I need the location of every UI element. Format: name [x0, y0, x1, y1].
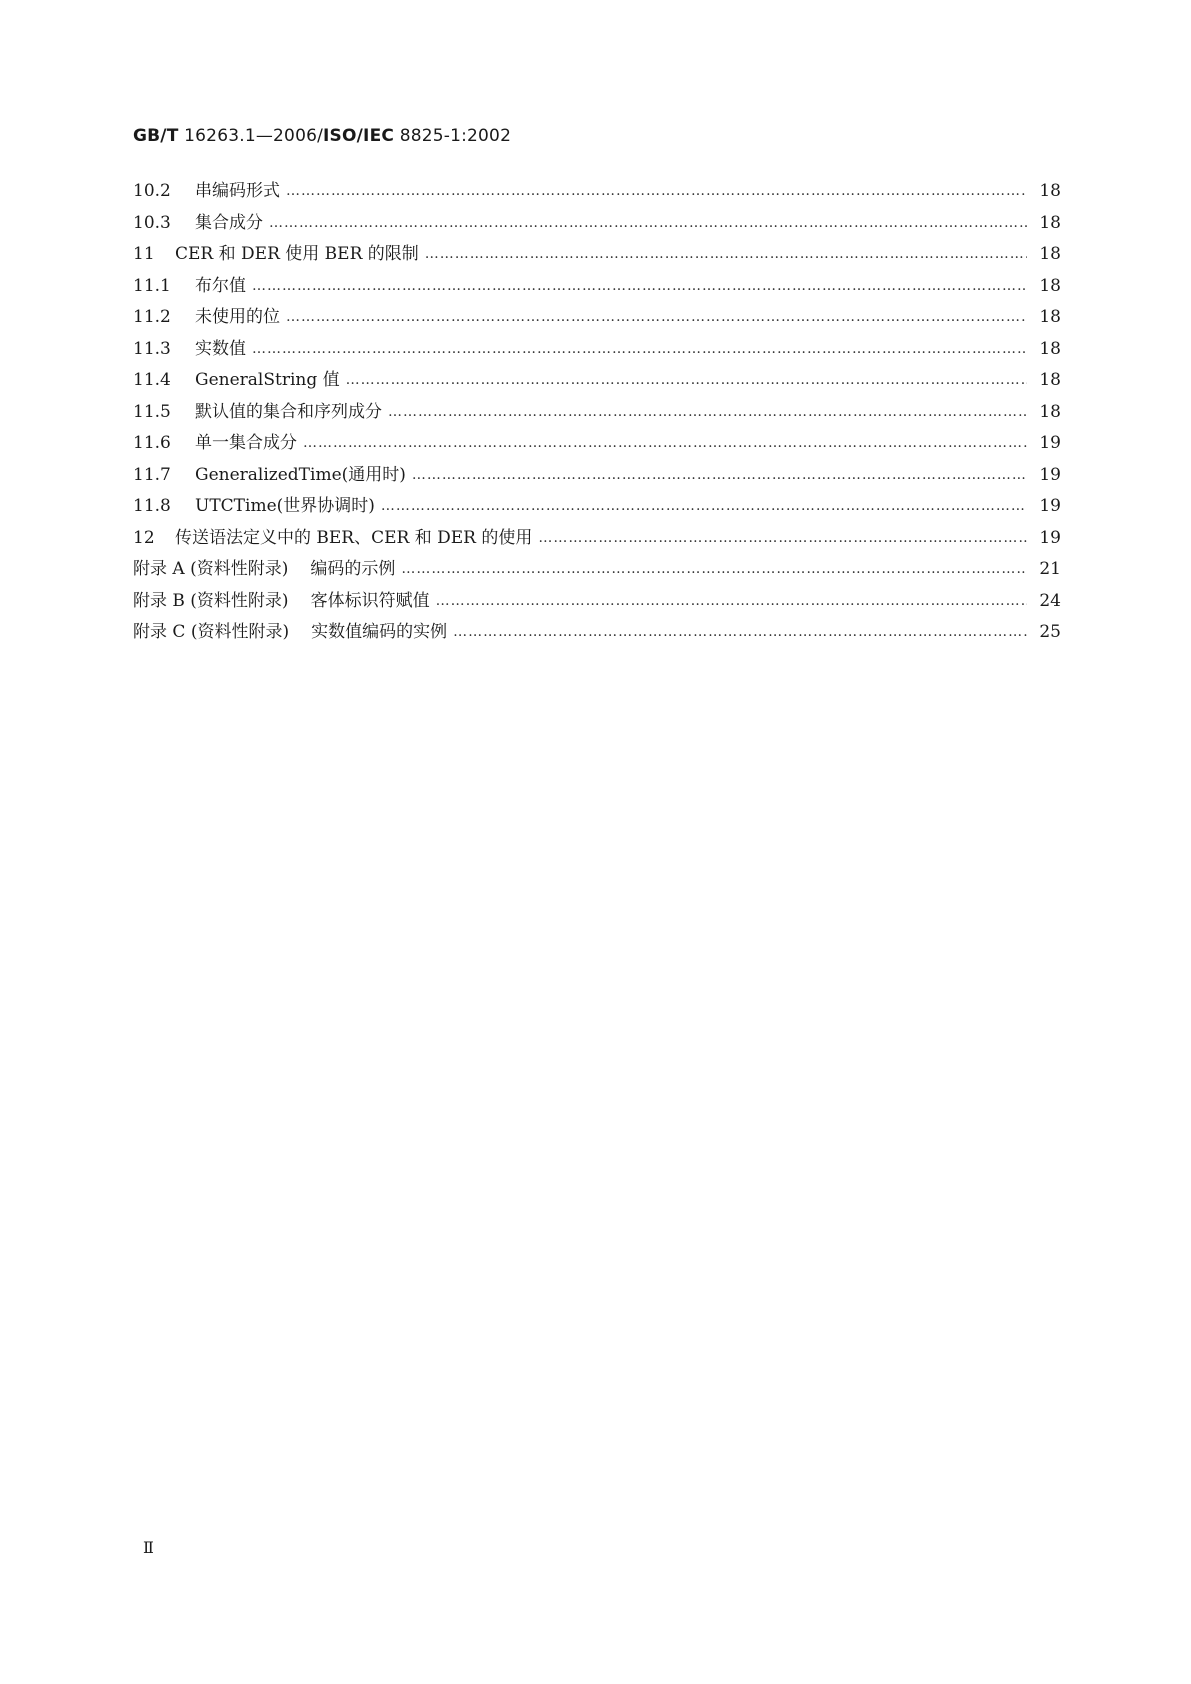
- toc-number: 附录 B (资料性附录): [133, 590, 289, 611]
- standard-header: [133, 126, 511, 146]
- toc-title: 默认值的集合和序列成分: [195, 401, 382, 422]
- toc-entry[interactable]: [133, 306, 1061, 338]
- toc-entry[interactable]: [133, 590, 1061, 622]
- toc-title: GeneralString 值: [195, 370, 340, 390]
- header-prefix: GB/T: [133, 126, 179, 146]
- toc-entry[interactable]: [133, 558, 1061, 590]
- dot-leader: [412, 464, 1027, 486]
- dot-leader: [303, 432, 1027, 454]
- toc-page: 19: [1039, 433, 1061, 453]
- toc-title: CER 和 DER 使用 BER 的限制: [175, 244, 419, 264]
- toc-number: 附录 A (资料性附录): [133, 559, 289, 579]
- toc-entry[interactable]: [133, 243, 1061, 275]
- toc-entry[interactable]: [133, 369, 1061, 401]
- toc-page: 18: [1039, 338, 1061, 359]
- toc-title: 未使用的位: [195, 307, 280, 327]
- toc-page: 19: [1039, 464, 1061, 485]
- toc-page: 18: [1039, 307, 1061, 327]
- dot-leader: [269, 212, 1027, 234]
- toc-entry[interactable]: [133, 621, 1061, 653]
- toc-entry[interactable]: [133, 338, 1061, 370]
- toc-entry[interactable]: [133, 212, 1061, 244]
- toc-title: 传送语法定义中的 BER、CER 和 DER 的使用: [175, 527, 533, 548]
- dot-leader: [381, 495, 1027, 517]
- header-number: 16263.1—2006/: [184, 126, 324, 146]
- toc-number: 10.2: [133, 181, 171, 201]
- toc-entry[interactable]: [133, 527, 1061, 559]
- toc-entry[interactable]: [133, 495, 1061, 527]
- table-of-contents: [133, 180, 1061, 653]
- toc-number: 11.4: [133, 370, 171, 390]
- toc-title: 编码的示例: [310, 559, 396, 579]
- toc-page: 18: [1039, 401, 1061, 422]
- toc-entry[interactable]: [133, 432, 1061, 464]
- toc-page: 18: [1039, 275, 1061, 296]
- dot-leader: [286, 180, 1027, 202]
- toc-number: 10.3: [133, 212, 171, 233]
- header-iso: ISO/IEC: [323, 126, 395, 146]
- toc-title: UTCTime(世界协调时): [195, 496, 375, 516]
- dot-leader: [538, 527, 1027, 549]
- toc-entry[interactable]: [133, 180, 1061, 212]
- toc-number: 11.3: [133, 338, 171, 359]
- toc-number: 11: [133, 244, 155, 264]
- dot-leader: [425, 243, 1027, 265]
- page-folio: Ⅱ: [143, 1538, 154, 1557]
- toc-entry[interactable]: [133, 464, 1061, 496]
- toc-number: 11.7: [133, 464, 171, 485]
- toc-number: 11.6: [133, 433, 171, 453]
- dot-leader: [436, 590, 1027, 612]
- toc-title: 串编码形式: [195, 181, 280, 201]
- toc-page: 18: [1039, 370, 1061, 390]
- toc-page: 18: [1039, 181, 1061, 201]
- header-iso-number: 8825-1:2002: [399, 126, 512, 146]
- toc-title: 单一集合成分: [195, 433, 297, 453]
- toc-number: 11.1: [133, 275, 171, 296]
- toc-page: 19: [1039, 496, 1061, 516]
- toc-page: 19: [1039, 527, 1061, 548]
- toc-page: 24: [1039, 590, 1061, 611]
- dot-leader: [252, 275, 1027, 297]
- toc-page: 18: [1039, 244, 1061, 264]
- toc-number: 附录 C (资料性附录): [133, 622, 290, 642]
- dot-leader: [453, 621, 1027, 643]
- dot-leader: [286, 306, 1027, 328]
- toc-title: GeneralizedTime(通用时): [195, 464, 406, 485]
- toc-title: 集合成分: [195, 212, 263, 233]
- toc-page: 25: [1039, 622, 1061, 642]
- toc-entry[interactable]: [133, 275, 1061, 307]
- dot-leader: [346, 369, 1027, 391]
- toc-number: 11.8: [133, 496, 171, 516]
- toc-title: 布尔值: [195, 275, 246, 296]
- toc-entry[interactable]: [133, 401, 1061, 433]
- dot-leader: [252, 338, 1027, 360]
- toc-title: 实数值: [195, 338, 246, 359]
- dot-leader: [388, 401, 1027, 423]
- toc-title: 实数值编码的实例: [311, 622, 448, 642]
- toc-page: 21: [1039, 559, 1061, 579]
- toc-number: 11.2: [133, 307, 171, 327]
- toc-title: 客体标识符赋值: [310, 590, 430, 611]
- toc-page: 18: [1039, 212, 1061, 233]
- toc-number: 11.5: [133, 401, 171, 422]
- dot-leader: [401, 558, 1027, 580]
- toc-number: 12: [133, 527, 155, 548]
